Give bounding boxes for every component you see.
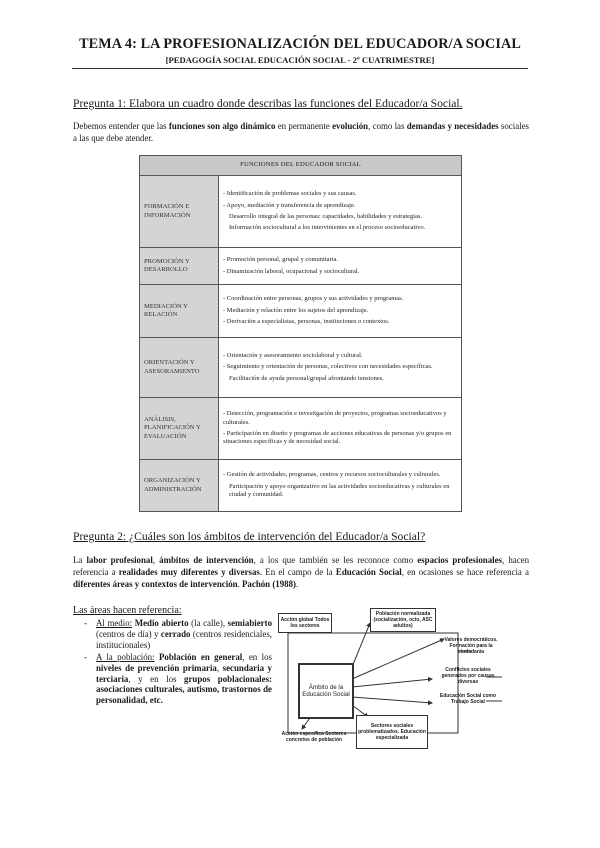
table-item: - Participación en diseño y programas de acciones educativas de personas y/o grupos en situaciones específicas y de necesidad social. xyxy=(223,430,452,446)
diagram-center-box: Ámbito de la Educación Social xyxy=(298,663,354,719)
table-item: - Detección, programación e investigación de proyectos, programas socioeducativos y culturales. xyxy=(223,410,447,426)
table-item: - Seguimiento y orientación de personas, colectivos con necesidades específicas. xyxy=(223,363,433,371)
table-category: MEDIACIÓN Y RELACIÓN xyxy=(140,285,219,338)
document-subtitle: [PEDAGOGÍA SOCIAL EDUCACIÓN SOCIAL - 2º CUATRIMESTRE] xyxy=(165,55,435,65)
list-item: - A la población: Población en general, en los niveles de prevención primaria, secundaria y terciaria, y en los grupos poblacionales: asociaciones culturales, autismo, trastornos de personalidad, etc. xyxy=(84,651,273,706)
table-item: - Identificación de problemas sociales y sus causas. xyxy=(223,190,357,198)
functions-table-header: FUNCIONES DEL EDUCADOR SOCIAL xyxy=(140,156,462,176)
table-category: ANÁLISIS, PLANIFICACIÓN Y EVALUACIÓN xyxy=(140,398,219,460)
connector-arrow xyxy=(352,679,432,687)
diagram-box-poblacion: Población normalizada (socialización, ocio, ASC adultos) xyxy=(370,608,436,632)
table-item: - Dinamización laboral, ocupacional y sociocultural. xyxy=(223,267,360,275)
connector-arrow xyxy=(352,697,432,703)
diagram-text-conflictos: Conflictos sociales generados por causas diversas xyxy=(441,667,495,685)
table-category: ORGANIZACIÓN Y ADMINISTRACIÓN xyxy=(140,460,219,512)
areas-list xyxy=(84,618,272,707)
dash-bullet-icon: - xyxy=(84,651,87,662)
table-row xyxy=(140,398,462,460)
table-row xyxy=(140,176,462,248)
dash-bullet-icon: - xyxy=(84,618,87,628)
table-item: Participación y apoyo organizativo en las actividades socioeducativas y culturales en ciudad y comunidad. xyxy=(229,482,450,499)
list-item: - Al medio: Medio abierto (la calle), semiabierto (centros de día) y cerrado (centros residenciales, institucionales) xyxy=(84,618,273,650)
question-1-intro: Debemos entender que las funciones son algo dinámico en permanente evolución, como las demandas y necesidades sociales a las que debe atender. xyxy=(73,121,530,143)
document-title: TEMA 4: LA PROFESIONALIZACIÓN DEL EDUCADOR/A SOCIAL xyxy=(79,36,521,52)
table-item: - Derivación a especialistas, personas, instituciones o contextos. xyxy=(223,318,390,326)
table-category: FORMACIÓN E INFORMACIÓN xyxy=(140,176,219,248)
table-item: Información sociocultural a los intervinientes en el proceso socioeducativo. xyxy=(229,224,426,232)
table-item: Facilitación de ayuda personal/grupal afrontando tensiones. xyxy=(229,374,384,382)
diagram-box-accion-global: Acción global Todos los sectores xyxy=(278,613,332,633)
table-category: PROMOCIÓN Y DESARROLLO xyxy=(140,248,219,285)
connector-arrow xyxy=(352,639,444,679)
table-category: ORIENTACIÓN Y ASESORAMIENTO xyxy=(140,338,219,398)
diagram-text-accion-especifica: Acción específica Sectores concretos de población xyxy=(281,731,347,743)
header-divider xyxy=(72,68,528,69)
question-2-intro: La labor profesional, ámbitos de intervención, a los que también se les reconoce como espacios profesionales, hacen referencia a realidades muy diferentes y diversas. En el campo de la Educación Social, en ocasiones se hace referencia a diferentes áreas y contextos de intervención. Pachón (1988). xyxy=(73,555,530,589)
areas-heading: Las áreas hacen referencia: xyxy=(73,605,182,616)
table-item: Desarrollo integral de las personas: capacidades, habilidades y estrategias. xyxy=(229,213,423,220)
table-row xyxy=(140,248,462,285)
diagram-text-trabajo-social: Educación Social como Trabajo Social xyxy=(439,693,497,705)
question-1-heading: Pregunta 1: Elabora un cuadro donde describas las funciones del Educador/a Social. xyxy=(73,97,463,110)
table-item: - Mediación y relación entre los sujetos del aprendizaje. xyxy=(223,306,369,314)
diagram-box-sectores: Sectores sociales problematizados. Educación especializada xyxy=(356,715,428,749)
connector-arrow xyxy=(352,623,370,667)
diagram-text-valores: Valores democráticos. Formación para la ciudadanía xyxy=(444,637,498,655)
table-item: - Coordinación entre personas, grupos y sus actividades y programas. xyxy=(223,295,404,303)
table-item: - Orientación y asesoramiento sociolaboral y cultural. xyxy=(223,351,363,359)
intervention-diagram xyxy=(272,605,507,755)
table-item: - Apoyo, mediación y transferencia de aprendizaje. xyxy=(223,201,356,209)
question-2-heading: Pregunta 2: ¿Cuáles son los ámbitos de intervención del Educador/a Social? xyxy=(73,530,426,543)
table-row xyxy=(140,460,462,512)
table-item: - Gestión de actividades, programas, centros y recursos socioculturales y culturales. xyxy=(223,471,441,479)
table-item: - Promoción personal, grupal y comunitaria. xyxy=(223,256,338,264)
functions-table xyxy=(139,155,462,512)
table-row xyxy=(140,285,462,338)
table-row xyxy=(140,338,462,398)
